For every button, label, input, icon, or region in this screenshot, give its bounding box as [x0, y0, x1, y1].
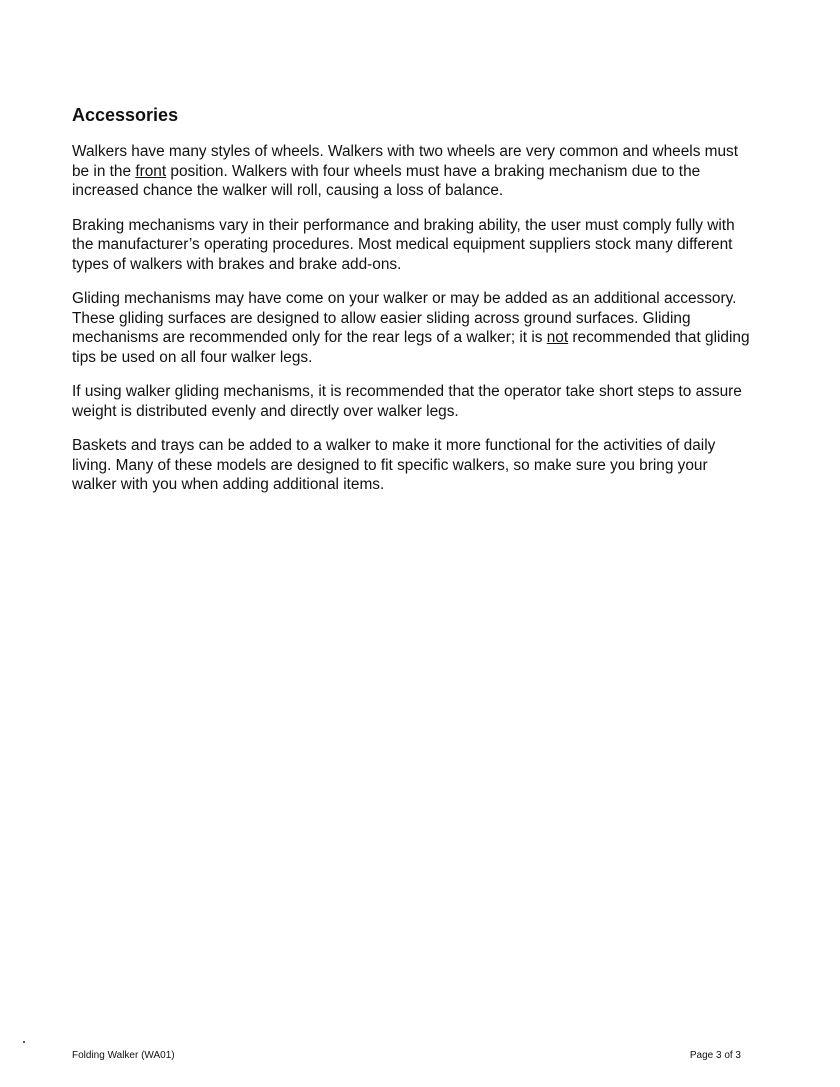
section-heading: Accessories — [72, 105, 179, 125]
paragraph-wheels-text-a: Walkers have many styles of wheels. Walkers with two wheels are very common and wheels must be in the — [72, 143, 739, 180]
footer-document-title: Folding Walker (WA01) — [72, 1050, 175, 1061]
paragraph-gliding-text-a: Gliding mechanisms may have come on your walker or may be added as an additional accessory. These gliding surfaces are designed to allow easier sliding across ground surfaces. Gliding mechanisms are recommended only for the rear legs of a walker; it is — [72, 290, 737, 346]
paragraph-wheels-text-b: position. Walkers with four wheels must have a braking mechanism due to the increased chance the walker will roll, causing a loss of balance. — [72, 162, 701, 199]
paragraph-baskets: Baskets and trays can be added to a walker to make it more functional for the activities of daily living. Many of these models are designed to fit specific walkers, so make sure you bring your walker with you when adding additional items. — [72, 437, 716, 493]
underlined-not: not — [546, 329, 569, 346]
footer-page-number: Page 3 of 3 — [689, 1050, 741, 1061]
paragraph-wheels — [72, 142, 752, 201]
page-content — [72, 104, 752, 510]
paragraph-braking: Braking mechanisms vary in their performance and braking ability, the user must comply fully with the manufacturer’s operating procedures. Most medical equipment suppliers stock many different types of walkers with brakes and brake add-ons. — [72, 216, 735, 273]
underlined-front: front — [135, 162, 167, 180]
paragraph-short-steps: If using walker gliding mechanisms, it is recommended that the operator take short steps to assure weight is distributed evenly and directly over walker legs. — [72, 383, 742, 420]
scan-speck — [23, 1041, 25, 1043]
paragraph-gliding — [72, 289, 752, 367]
page-footer — [72, 1050, 741, 1062]
paragraph-gliding-text-b: recommended that gliding tips be used on all four walker legs. — [72, 329, 750, 366]
